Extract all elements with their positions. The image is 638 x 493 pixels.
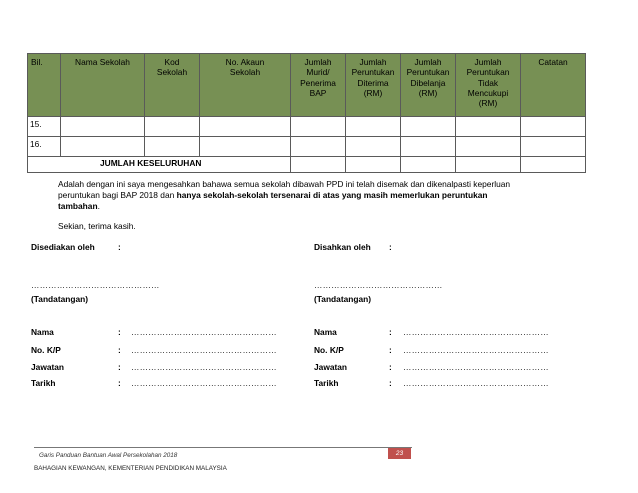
approved-by-signature-label: (Tandatangan) xyxy=(314,294,372,304)
prepared-name-label: Nama xyxy=(31,327,54,337)
table-cell[interactable] xyxy=(291,157,346,173)
header-line: Peruntukan xyxy=(406,67,450,78)
header-line: (RM) xyxy=(418,87,438,98)
header-line: Jumlah xyxy=(304,57,332,67)
header-line: Diterima xyxy=(357,77,389,88)
table-cell[interactable] xyxy=(200,117,291,137)
approved-tarikh-label: Tarikh xyxy=(314,378,339,388)
prepared-by-colon: : xyxy=(118,242,121,252)
header-line: Nama Sekolah xyxy=(75,57,130,67)
approved-name-colon: : xyxy=(389,327,392,337)
paragraph-text: peruntukan bagi BAP 2018 dan xyxy=(58,190,177,200)
header-jumlah-murid xyxy=(291,54,346,117)
header-kod-sekolah xyxy=(145,54,200,117)
header-line: Jumlah xyxy=(359,57,387,67)
paragraph-text: . xyxy=(97,201,100,211)
paragraph-emphasis: hanya sekolah-sekolah tersenarai di atas yang masih memerlukan peruntukan xyxy=(176,190,488,200)
header-bil xyxy=(28,54,61,117)
header-peruntukan-dibelanja xyxy=(401,54,456,117)
table-cell[interactable] xyxy=(521,117,586,137)
prepared-jawatan-label: Jawatan xyxy=(31,362,65,372)
approved-jawatan-colon: : xyxy=(389,362,392,372)
header-line: Bil. xyxy=(31,57,43,67)
header-line: Peruntukan xyxy=(466,67,510,78)
total-label: JUMLAH KESELURUHAN xyxy=(28,157,291,173)
total-row xyxy=(28,157,586,173)
header-line: (RM) xyxy=(478,98,498,108)
header-line: Catatan xyxy=(538,57,568,67)
allocation-table xyxy=(27,53,586,173)
row-number: 15. xyxy=(28,117,61,137)
table-row xyxy=(28,137,586,157)
paragraph-emphasis: tambahan xyxy=(58,201,98,211)
prepared-by-signature-label: (Tandatangan) xyxy=(31,294,89,304)
table-cell[interactable] xyxy=(521,157,586,173)
prepared-tarikh-field[interactable]: …………………………………………… xyxy=(131,378,277,388)
table-cell[interactable] xyxy=(61,117,145,137)
table-cell[interactable] xyxy=(291,117,346,137)
table-cell[interactable] xyxy=(401,157,456,173)
prepared-by-title: Disediakan oleh xyxy=(31,242,95,252)
closing-text: Sekian, terima kasih. xyxy=(58,221,136,231)
table-cell[interactable] xyxy=(401,137,456,157)
header-line: Peruntukan xyxy=(351,67,395,78)
table-cell[interactable] xyxy=(61,137,145,157)
approved-name-field[interactable]: …………………………………………… xyxy=(403,327,549,337)
prepared-name-field[interactable]: …………………………………………… xyxy=(131,327,277,337)
approved-kp-colon: : xyxy=(389,345,392,355)
approved-tarikh-field[interactable]: …………………………………………… xyxy=(403,378,549,388)
prepared-name-colon: : xyxy=(118,327,121,337)
table-cell[interactable] xyxy=(401,117,456,137)
approved-tarikh-colon: : xyxy=(389,378,392,388)
approved-kp-label: No. K/P xyxy=(314,345,344,355)
header-line: Sekolah xyxy=(156,67,188,78)
header-line: Mencukupi xyxy=(467,87,509,98)
approved-by-title: Disahkan oleh xyxy=(314,242,371,252)
table-cell[interactable] xyxy=(346,157,401,173)
table-cell[interactable] xyxy=(456,157,521,173)
prepared-tarikh-label: Tarikh xyxy=(31,378,56,388)
approved-kp-field[interactable]: …………………………………………… xyxy=(403,345,549,355)
table-cell[interactable] xyxy=(456,137,521,157)
header-no-akaun xyxy=(200,54,291,117)
paragraph-line-3 xyxy=(58,201,583,212)
certification-paragraph xyxy=(58,179,583,212)
page-number-badge: 23 xyxy=(388,448,411,459)
table-cell[interactable] xyxy=(145,137,200,157)
header-peruntukan-tidak-mencukupi xyxy=(456,54,521,117)
prepared-jawatan-colon: : xyxy=(118,362,121,372)
header-line: BAP xyxy=(309,87,327,98)
header-line: Jumlah xyxy=(414,57,442,67)
approved-name-label: Nama xyxy=(314,327,337,337)
header-peruntukan-diterima xyxy=(346,54,401,117)
header-line: Sekolah xyxy=(229,67,261,78)
prepared-tarikh-colon: : xyxy=(118,378,121,388)
prepared-by-signature-line[interactable]: ……………………………………… xyxy=(31,280,160,290)
prepared-kp-label: No. K/P xyxy=(31,345,61,355)
approved-jawatan-field[interactable]: …………………………………………… xyxy=(403,362,549,372)
table-row xyxy=(28,117,586,137)
table-cell[interactable] xyxy=(456,117,521,137)
footer-divider xyxy=(34,447,412,448)
header-line: Tidak xyxy=(477,77,499,88)
footer-guide-title: Garis Panduan Bantuan Awal Persekolahan 2018 xyxy=(39,452,178,459)
table-header-row xyxy=(28,54,586,117)
prepared-kp-colon: : xyxy=(118,345,121,355)
header-nama-sekolah xyxy=(61,54,145,117)
paragraph-line-2 xyxy=(58,190,583,201)
header-line: Jumlah xyxy=(474,57,502,67)
table-cell[interactable] xyxy=(291,137,346,157)
table-cell[interactable] xyxy=(346,117,401,137)
prepared-jawatan-field[interactable]: …………………………………………… xyxy=(131,362,277,372)
paragraph-line-1: Adalah dengan ini saya mengesahkan bahawa semua sekolah dibawah PPD ini telah disemak dan dikenalpasti keperluan xyxy=(58,179,511,189)
header-line: Dibelanja xyxy=(410,77,446,88)
header-catatan xyxy=(521,54,586,117)
approved-by-signature-line[interactable]: ……………………………………… xyxy=(314,280,443,290)
header-line: Kod xyxy=(164,57,180,67)
header-line: Murid/ xyxy=(306,67,330,78)
footer-department: BAHAGIAN KEWANGAN, KEMENTERIAN PENDIDIKAN MALAYSIA xyxy=(34,465,227,472)
table-cell[interactable] xyxy=(145,117,200,137)
header-line: No. Akaun xyxy=(225,57,265,67)
row-number: 16. xyxy=(28,137,61,157)
approved-by-colon: : xyxy=(389,242,392,252)
prepared-kp-field[interactable]: …………………………………………… xyxy=(131,345,277,355)
header-line: (RM) xyxy=(363,87,383,98)
table-cell[interactable] xyxy=(521,137,586,157)
table-cell[interactable] xyxy=(346,137,401,157)
table-cell[interactable] xyxy=(200,137,291,157)
header-line: Penerima xyxy=(300,77,336,88)
approved-jawatan-label: Jawatan xyxy=(314,362,348,372)
